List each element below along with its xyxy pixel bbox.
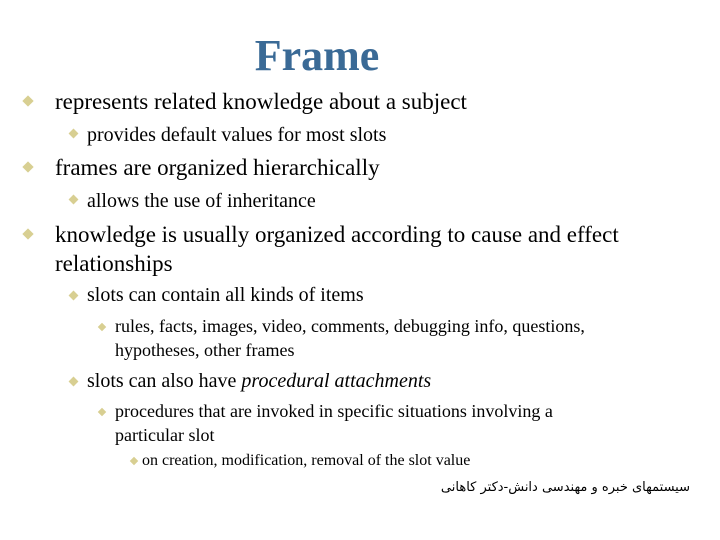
bullet-diamond-icon [69,291,79,301]
slide-title: Frame [254,31,380,80]
bullet-text: procedures that are invoked in specific situations involving a [115,401,553,421]
bullet-diamond-icon [69,195,79,205]
bullet-diamond-icon [22,95,33,106]
bullet-text-continued: hypotheses, other frames [115,340,295,360]
bullet-text: provides default values for most slots [87,124,387,146]
bullet-diamond-icon [130,457,138,465]
footer-text: سیستمهای خبره و مهندسی دانش-دکتر کاهانی [440,480,690,495]
bullet-diamond-icon [69,377,79,387]
bullet-text: knowledge is usually organized according to cause and effect [55,222,619,247]
bullet-text-continued: relationships [55,251,173,276]
bullet-text: represents related knowledge about a subject [55,89,467,114]
bullet-text: rules, facts, images, video, comments, debugging info, questions, [115,316,585,336]
bullet-text [87,369,431,393]
bullet-diamond-icon [22,161,33,172]
bullet-diamond-icon [98,323,106,331]
bullet-text: on creation, modification, removal of the slot value [142,452,471,469]
bullet-text: slots can contain all kinds of items [87,284,364,306]
bullet-text: allows the use of inheritance [87,190,316,212]
bullet-diamond-icon [22,228,33,239]
bullet-text: frames are organized hierarchically [55,155,380,180]
bullet-text-emphasis: procedural attachments [241,370,432,392]
bullet-diamond-icon [98,408,106,416]
bullet-text-continued: particular slot [115,425,215,445]
bullet-text-plain: slots can also have [87,370,242,392]
bullet-diamond-icon [69,129,79,139]
